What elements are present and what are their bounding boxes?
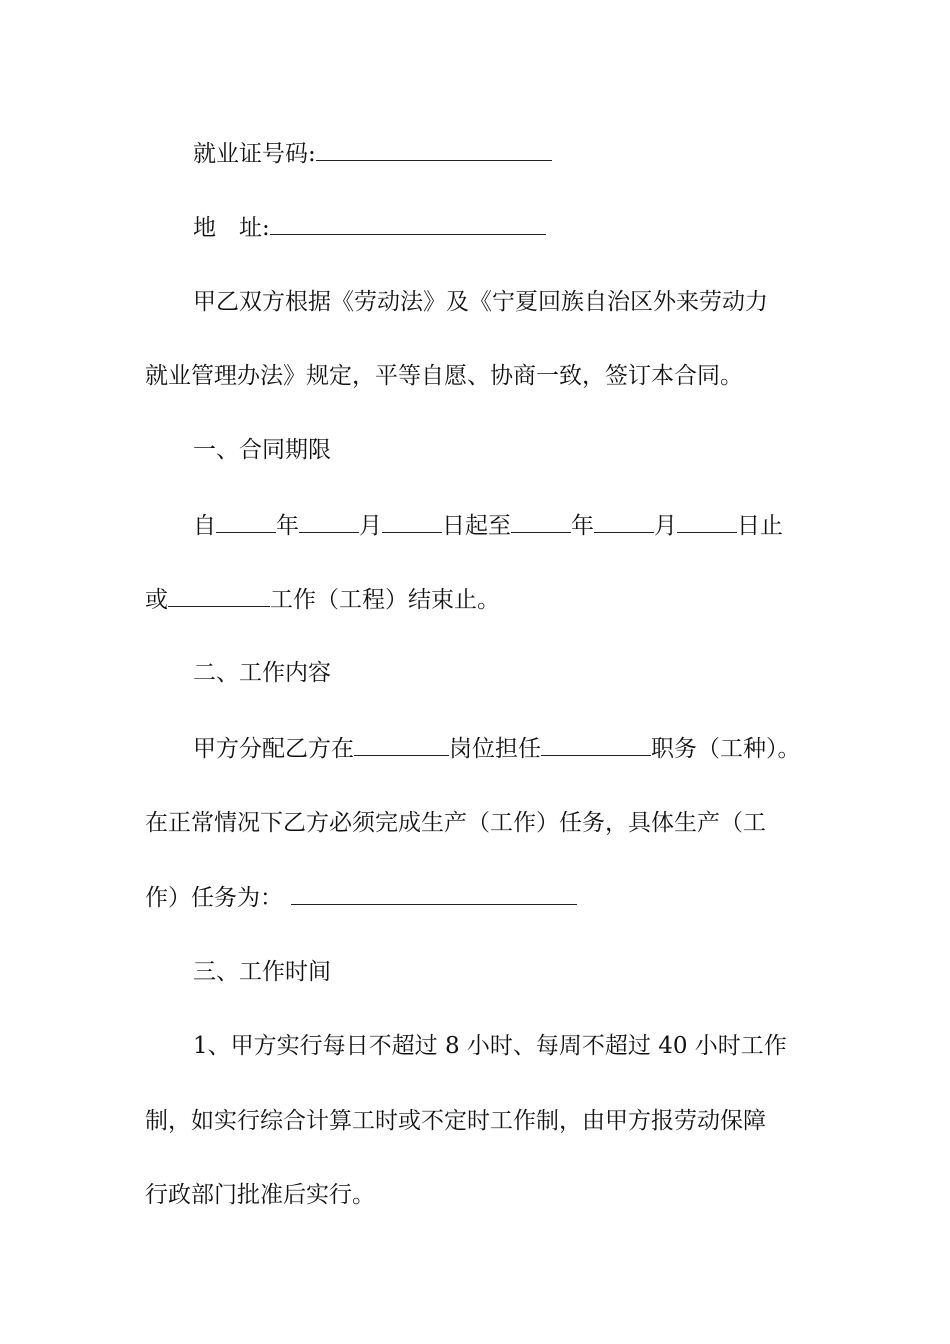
term-blank-day1 [382, 510, 442, 533]
term-blank-month1 [299, 510, 359, 533]
intro-line-2: 就业管理办法》规定，平等自愿、协商一致，签订本合同。 [145, 363, 743, 389]
term-day1: 日起至 [442, 513, 511, 539]
term-day2: 日止 [737, 513, 783, 539]
term-month1: 月 [359, 513, 382, 539]
term-blank-day2 [677, 510, 737, 533]
employment-cert-label: 就业证号码: [193, 141, 316, 167]
duty-blank-role [541, 733, 651, 756]
section1-heading: 一、合同期限 [193, 437, 331, 463]
term-line-1 [193, 510, 873, 541]
address-line [193, 212, 873, 243]
term-line-2 [145, 584, 825, 615]
section2-heading: 二、工作内容 [193, 660, 331, 686]
hours-line-2: 制，如实行综合计算工时或不定时工作制，由甲方报劳动保障 [145, 1108, 766, 1134]
term-blank-project [168, 584, 270, 607]
intro-line-1: 甲乙双方根据《劳动法》及《宁夏回族自治区外来劳动力 [193, 289, 768, 315]
duty-blank-post [354, 733, 449, 756]
term-or: 或 [145, 587, 168, 613]
section3-heading: 三、工作时间 [193, 959, 331, 985]
duty-blank-tasks [291, 882, 577, 905]
address-label: 地 址: [193, 215, 270, 241]
term-end: 工作（工程）结束止。 [270, 587, 500, 613]
duty-line-2: 在正常情况下乙方必须完成生产（工作）任务，具体生产（工 [145, 810, 766, 836]
term-month2: 月 [654, 513, 677, 539]
address-blank [270, 212, 546, 235]
term-year2: 年 [571, 513, 594, 539]
duty-1b: 岗位担任 [449, 736, 541, 762]
term-from: 自 [193, 513, 216, 539]
duty-1c: 职务（工种）。 [651, 736, 801, 762]
duty-line-1 [193, 733, 873, 764]
term-blank-year1 [216, 510, 276, 533]
term-blank-month2 [594, 510, 654, 533]
duty-1a: 甲方分配乙方在 [193, 736, 354, 762]
employment-cert-blank [316, 138, 552, 161]
term-year1: 年 [276, 513, 299, 539]
employment-cert-line [193, 138, 873, 169]
duty-3: 作）任务为： [145, 885, 283, 911]
hours-line-1: 1、甲方实行每日不超过 8 小时、每周不超过 40 小时工作 [193, 1033, 787, 1059]
term-blank-year2 [511, 510, 571, 533]
hours-line-3: 行政部门批准后实行。 [145, 1182, 375, 1208]
duty-line-3 [145, 882, 825, 913]
